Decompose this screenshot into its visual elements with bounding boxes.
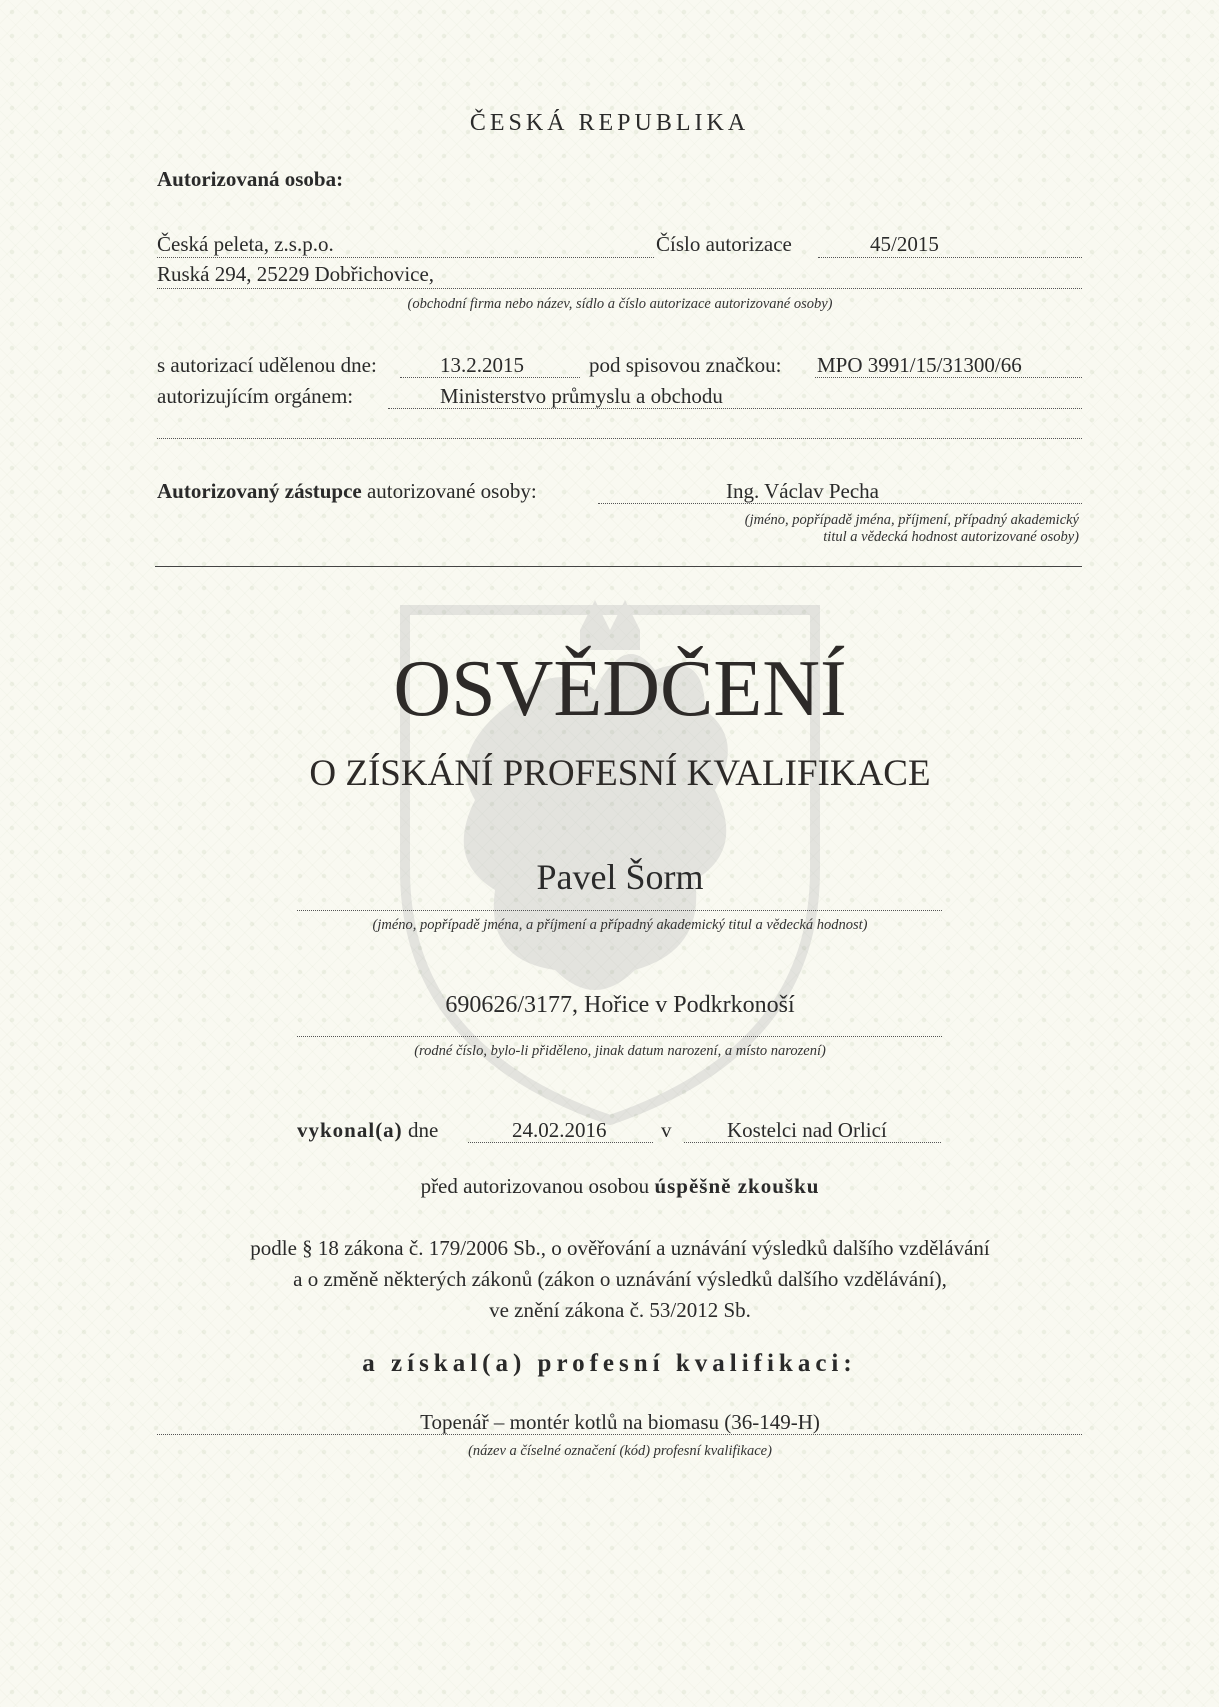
authority-name: Česká peleta, z.s.p.o. (157, 232, 334, 256)
authorization-number: 45/2015 (870, 232, 939, 256)
holder-birth-line (297, 1036, 942, 1037)
certificate-title: OSVĚDČENÍ (393, 645, 847, 733)
file-reference-label: pod spisovou značkou: (589, 353, 782, 377)
holder-birth: 690626/3177, Hořice v Podkrkonoší (445, 992, 795, 1018)
authorization-number-label: Číslo autorizace (656, 232, 792, 256)
holder-name-line (297, 910, 942, 911)
granting-body-label: autorizujícím orgánem: (157, 384, 354, 408)
representative-name: Ing. Václav Pecha (726, 479, 879, 503)
header-divider (155, 566, 1082, 567)
certificate-subtitle: O ZÍSKÁNÍ PROFESNÍ KVALIFIKACE (309, 753, 931, 794)
qualification-note: (název a číselné označení (kód) profesní kvalifikace) (468, 1443, 772, 1459)
authority-note: (obchodní firma nebo název, sídlo a číslo autorizace autorizované osoby) (407, 296, 833, 312)
law-reference: podle § 18 zákona č. 179/2006 Sb., o ověřování a uznávání výsledků dalšího vzdělávání a o změně některých zákonů (zákon o uznávání výsledků dalšího vzdělávání), ve znění zákona č. 53/2012 Sb. (250, 1236, 990, 1322)
country-heading: ČESKÁ REPUBLIKA (469, 110, 750, 136)
representative-note: (jméno, popřípadě jména, příjmení, případný akademický titul a vědecká hodnost autorizované osoby) (744, 512, 1079, 545)
authority-name-line (157, 257, 654, 258)
holder-name: Pavel Šorm (536, 857, 704, 897)
holder-name-note: (jméno, popřípadě jména, a příjmení a případný akademický titul a vědecká hodnost) (372, 917, 868, 933)
granting-body: Ministerstvo průmyslu a obchodu (440, 384, 723, 408)
exam-date: 24.02.2016 (512, 1118, 607, 1142)
qualification-name: Topenář – montér kotlů na biomasu (36-149-H) (420, 1410, 820, 1434)
granted-date: 13.2.2015 (440, 353, 524, 377)
qualification-heading: a získal(a) profesní kvalifikaci: (362, 1350, 857, 1377)
authorization-number-line (818, 257, 1082, 258)
file-reference: MPO 3991/15/31300/66 (817, 353, 1022, 377)
exam-place-label: v (661, 1118, 672, 1142)
holder-birth-note: (rodné číslo, bylo-li přiděleno, jinak datum narození, a místo narození) (414, 1043, 826, 1059)
authority-address-line (157, 288, 1082, 289)
authority-address: Ruská 294, 25229 Dobřichovice, (157, 262, 435, 286)
representative-label: Autorizovaný zástupce autorizované osoby: (157, 479, 537, 503)
blank-line (157, 438, 1082, 439)
granted-label: s autorizací udělenou dne: (157, 353, 377, 377)
authorized-person-label: Autorizovaná osoba: (157, 167, 344, 191)
exam-place: Kostelci nad Orlicí (727, 1118, 887, 1142)
exam-passed-line: před autorizovanou osobou úspěšně zkoušku (420, 1174, 820, 1198)
exam-performed-label: vykonal(a) dne (297, 1118, 439, 1142)
